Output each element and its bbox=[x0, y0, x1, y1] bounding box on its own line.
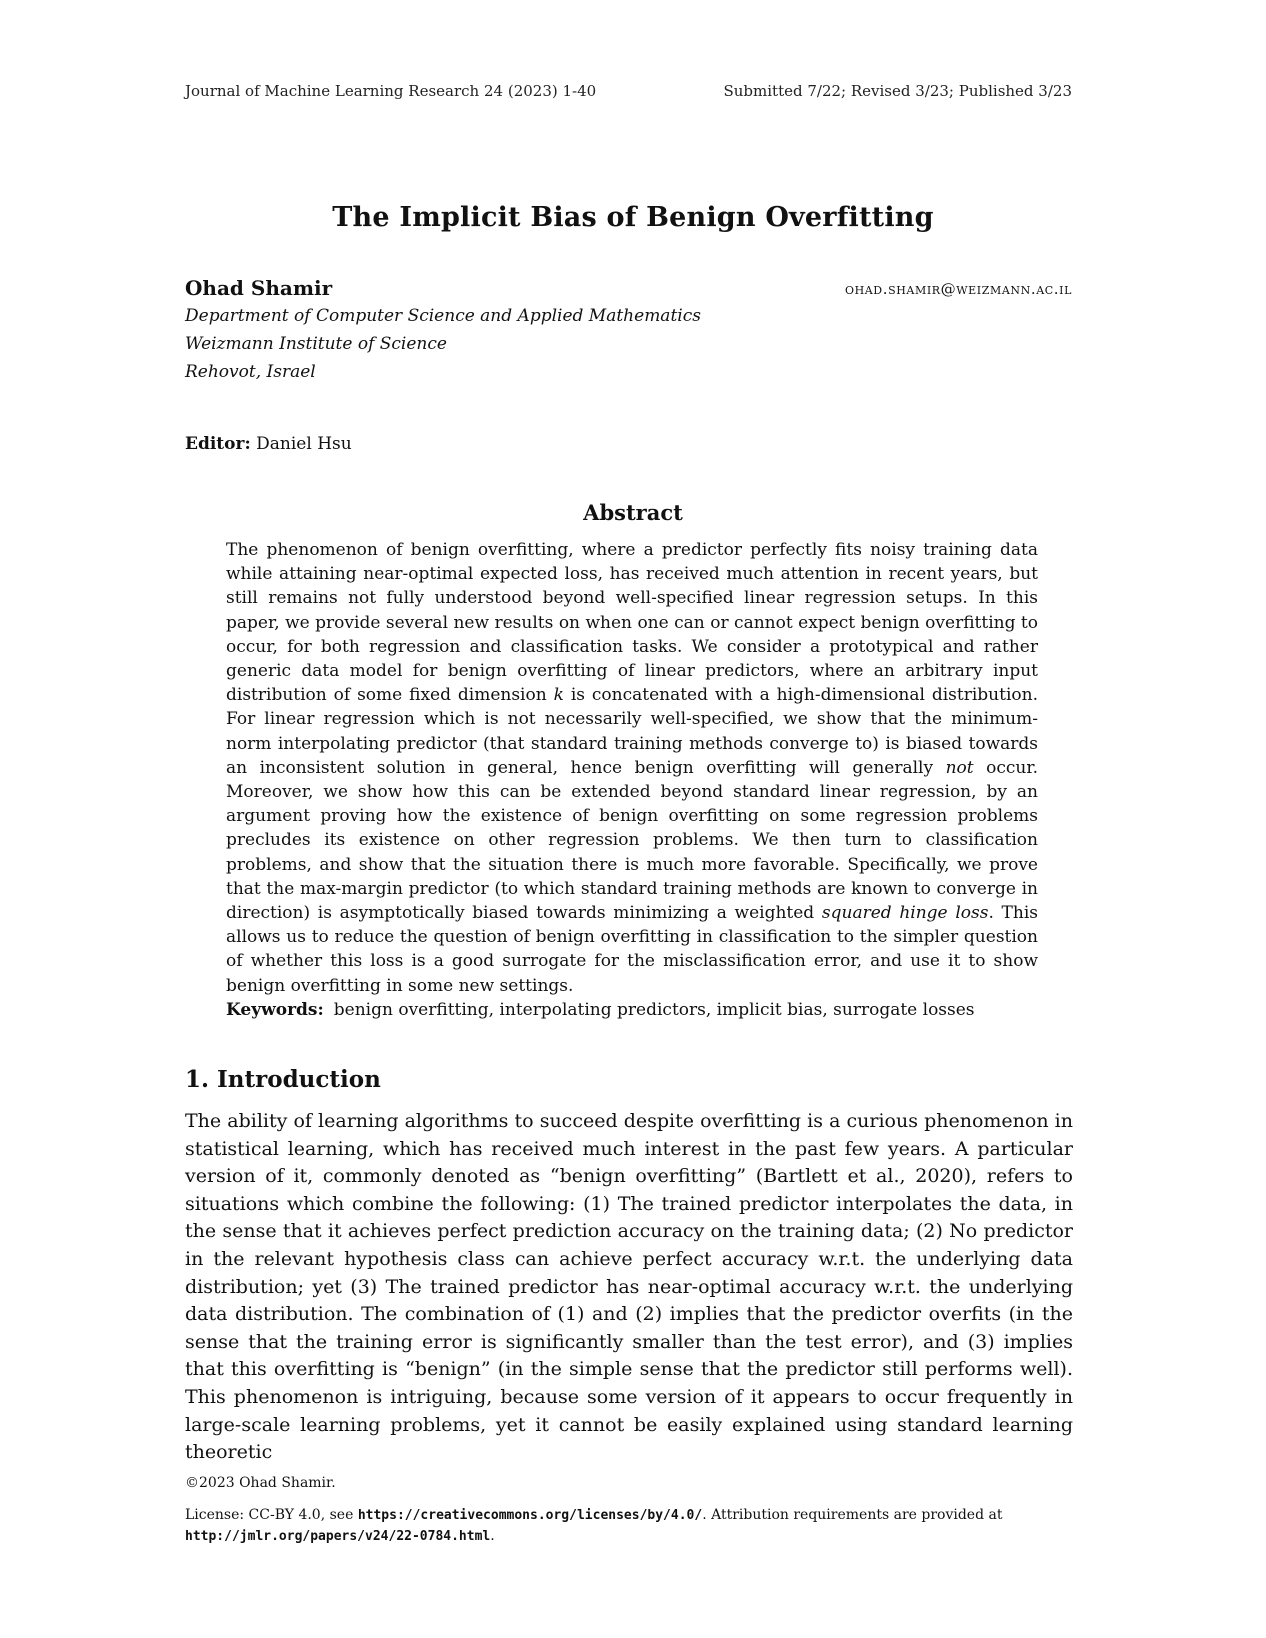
affiliation-institute: Weizmann Institute of Science bbox=[185, 334, 447, 354]
introduction-body bbox=[185, 1108, 1073, 1467]
editor-line bbox=[185, 434, 352, 454]
license-notice: License: CC-BY 4.0, see https://creativecommons.org/licenses/by/4.0/. Attribution requirements are provided at http://jmlr.org/papers/v24/22-0784.html. bbox=[185, 1507, 1003, 1544]
introduction-paragraph: The ability of learning algorithms to succeed despite overfitting is a curious phenomenon in statistical learning, which has received much interest in the past few years. A particular version of it, commonly denoted as “benign overfitting” (Bartlett et al., 2020), refers to situations which combine the following: (1) The trained predictor interpolates the data, in the sense that it achieves perfect prediction accuracy on the training data; (2) No predictor in the relevant hypothesis class can achieve perfect accuracy w.r.t. the underlying data distribution; yet (3) The trained predictor has near-optimal accuracy w.r.t. the underlying data distribution. The combination of (1) and (2) implies that the predictor overfits (in the sense that the training error is significantly smaller than the test error), and (3) implies that this overfitting is “benign” (in the simple sense that the predictor still performs well). This phenomenon is intriguing, because some version of it appears to occur frequently in large-scale learning problems, yet it cannot be easily explained using standard learning theoretic bbox=[185, 1110, 1073, 1464]
license-link[interactable]: https://creativecommons.org/licenses/by/4.0/ bbox=[357, 1508, 703, 1523]
author-name: Ohad Shamir bbox=[185, 276, 333, 300]
journal-header: Journal of Machine Learning Research 24 (2023) 1-40 bbox=[185, 82, 597, 100]
dimension-k: k bbox=[553, 685, 564, 706]
keywords-list: benign overfitting, interpolating predictors, implicit bias, surrogate losses bbox=[333, 999, 975, 1020]
abstract-body bbox=[226, 538, 1038, 1022]
copyright-notice: ©2023 Ohad Shamir. bbox=[185, 1475, 336, 1491]
editor-label: Editor: bbox=[185, 434, 251, 454]
affiliation-department: Department of Computer Science and Applied Mathematics bbox=[185, 306, 701, 326]
keywords-label: Keywords: bbox=[226, 999, 324, 1020]
keywords-line bbox=[226, 998, 1038, 1022]
author-email: ohad.shamir@weizmann.ac.il bbox=[844, 280, 1072, 298]
emphasis-not: not bbox=[945, 757, 974, 778]
submission-dates: Submitted 7/22; Revised 3/23; Published 3/23 bbox=[723, 82, 1072, 100]
paper-title: The Implicit Bias of Benign Overfitting bbox=[332, 202, 934, 233]
attribution-link[interactable]: http://jmlr.org/papers/v24/22-0784.html bbox=[185, 1529, 491, 1544]
abstract-heading: Abstract bbox=[583, 500, 683, 525]
emphasis-squared-hinge-loss: squared hinge loss bbox=[821, 903, 989, 924]
affiliation-location: Rehovot, Israel bbox=[185, 362, 316, 382]
abstract-text: The phenomenon of benign overfitting, where a predictor perfectly fits noisy training data while attaining near-optimal expected loss, has received much attention in recent years, but still remains not fully understood beyond well-specified linear regression setups. In this paper, we provide several new results on when one can or cannot expect benign overfitting to occur, for both regression and classification tasks. We consider a prototypical and rather generic data model for benign overfitting of linear predictors, where an arbitrary input distribution of some fixed dimension k is concatenated with a high-dimensional distribution. For linear regression which is not necessarily well-specified, we show that the minimum-norm interpolating predictor (that standard training methods converge to) is biased towards an inconsistent solution in general, hence benign overfitting will generally not occur. Moreover, we show how this can be extended beyond standard linear regression, by an argument proving how the existence of benign overfitting on some regression problems precludes its existence on other regression problems. We then turn to classification problems, and show that the situation there is much more favorable. Specifically, we prove that the max-margin predictor (to which standard training methods are known to converge in direction) is asymptotically biased towards minimizing a weighted squared hinge loss. This allows us to reduce the question of benign overfitting in classification to the simpler question of whether this loss is a good surrogate for the misclassification error, and use it to show benign overfitting in some new settings. bbox=[226, 540, 1039, 996]
editor-name: Daniel Hsu bbox=[256, 434, 352, 454]
section-heading-introduction: 1. Introduction bbox=[185, 1066, 381, 1093]
